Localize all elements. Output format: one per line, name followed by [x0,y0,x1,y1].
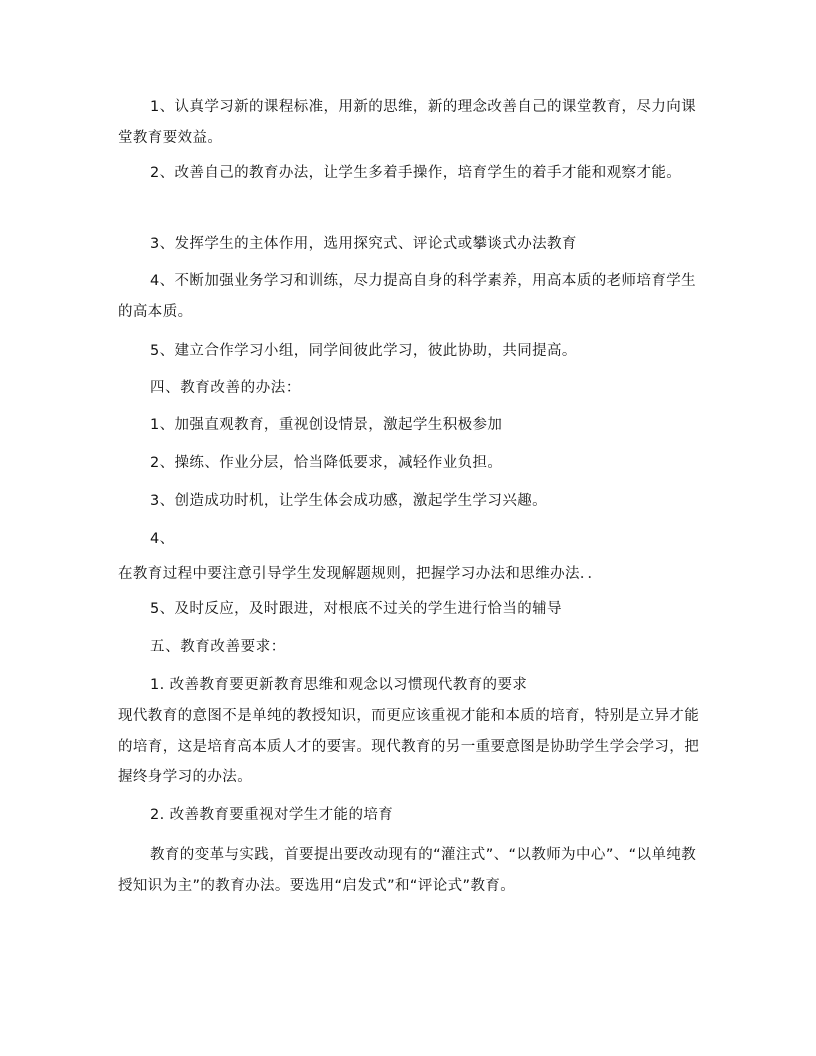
requirement-2-body: 教育的变革与实践，首要提出要改动现有的“灌注式”、“以教师为中心”、“以单纯教授知识为主”的教育办法。要选用“启发式”和“评论式”教育。 [118,847,697,894]
paragraph-2: 2、改善自己的教育办法，让学生多着手操作，培育学生的着手才能和观察才能。 [150,165,682,181]
method-item-4-number: 4、 [150,531,175,547]
method-item-4-text: 在教育过程中要注意引导学生发现解题规则，把握学习办法和思维办法．． [118,566,603,582]
requirement-1-title: 1. 改善教育要更新教育思维和观念以习惯现代教育的要求 [150,677,528,693]
method-item-3: 3、创造成功时机，让学生体会成功感，激起学生学习兴趣。 [150,493,548,509]
paragraph-1: 1、认真学习新的课程标准，用新的思维，新的理念改善自己的课堂教育，尽力向课堂教育要效益。 [118,99,697,146]
paragraph-3: 3、发挥学生的主体作用，选用探究式、评论式或攀谈式办法教育 [150,236,577,252]
section-heading-4: 四、教育改善的办法： [150,380,301,396]
requirement-1-body: 现代教育的意图不是单纯的教授知识，而更应该重视才能和本质的培育，特别是立异才能的培育，这是培育高本质人才的要害。现代教育的另一重要意图是协助学生学会学习，把握终身学习的办法。 [118,708,700,785]
paragraph-4: 4、不断加强业务学习和训练，尽力提高自身的科学素养，用高本质的老师培育学生的高本质。 [118,273,697,320]
requirement-2-title: 2. 改善教育要重视对学生才能的培育 [150,807,394,823]
section-heading-5: 五、教育改善要求： [150,639,286,655]
method-item-1: 1、加强直观教育，重视创设情景，激起学生积极参加 [150,417,503,433]
paragraph-5: 5、建立合作学习小组，同学间彼此学习，彼此协助，共同提高。 [150,343,577,359]
method-item-5: 5、及时反应，及时跟进，对根底不过关的学生进行恰当的辅导 [150,601,562,617]
method-item-2: 2、操练、作业分层，恰当降低要求，减轻作业负担。 [150,455,503,471]
